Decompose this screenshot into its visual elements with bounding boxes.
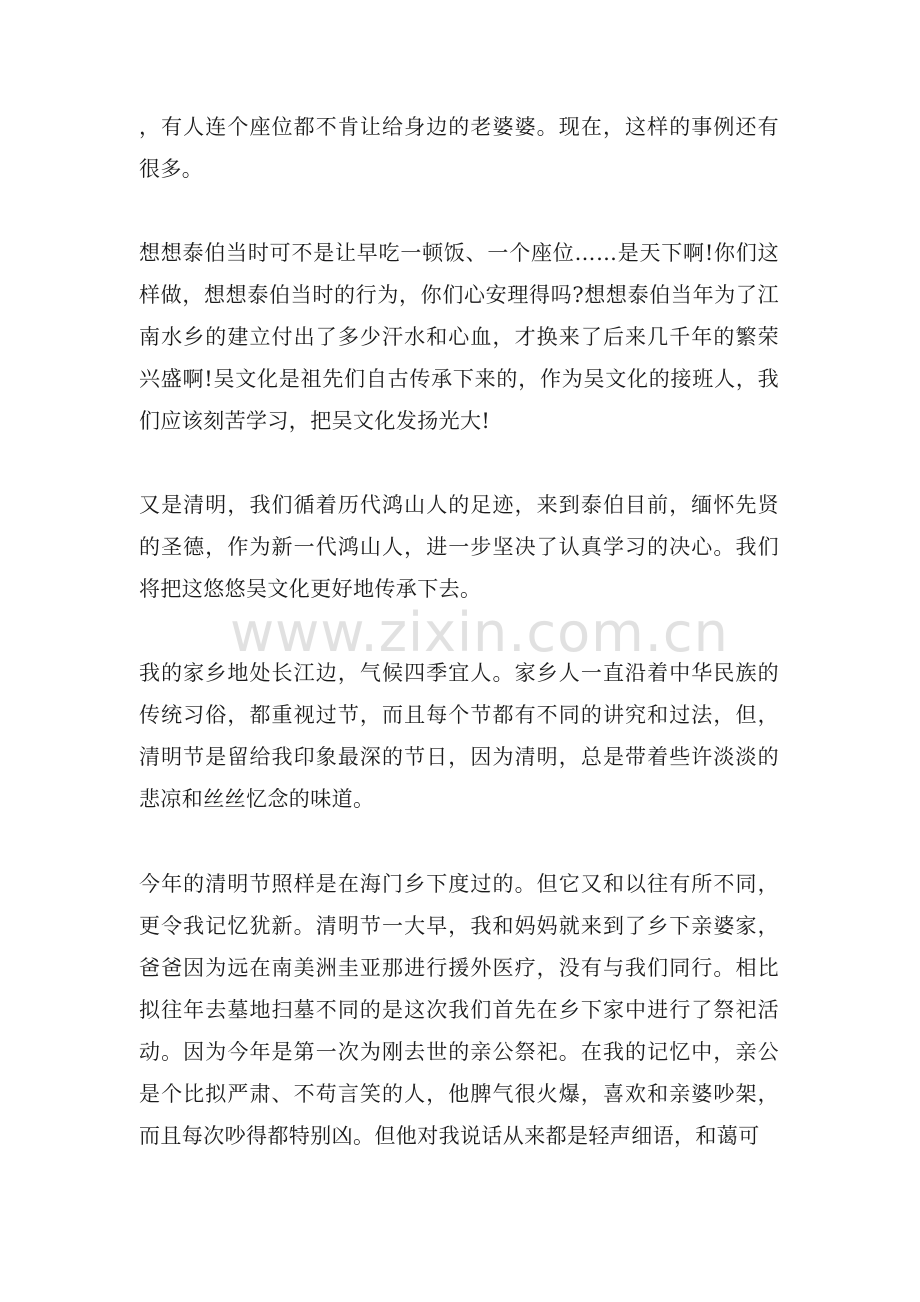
paragraph-3: 又是清明，我们循着历代鸿山人的足迹，来到泰伯目前，缅怀先贤的圣德，作为新一代鸿山人，进一步坚决了认真学习的决心。我们将把这悠悠吴文化更好地传承下去。 (139, 493, 779, 601)
paragraph-2: 想想泰伯当时可不是让早吃一顿饭、一个座位……是天下啊!你们这样做，想想泰伯当时的行为，你们心安理得吗?想想泰伯当年为了江南水乡的建立付出了多少汗水和心血，才换来了后来几千年的繁荣兴盛啊!吴文化是祖先们自古传承下来的，作为吴文化的接班人，我们应该刻苦学习，把吴文化发扬光大! (139, 241, 779, 433)
paragraph-4: 我的家乡地处长江边，气候四季宜人。家乡人一直沿着中华民族的传统习俗，都重视过节，而且每个节都有不同的讲究和过法，但，清明节是留给我印象最深的节日，因为清明，总是带着些许淡淡的悲凉和丝丝忆念的味道。 (139, 661, 779, 811)
watermark: www.zixin.com.cn (230, 601, 729, 664)
paragraph-5: 今年的清明节照样是在海门乡下度过的。但它又和以往有所不同，更令我记忆犹新。清明节一大早，我和妈妈就来到了乡下亲婆家，爸爸因为远在南美洲圭亚那进行援外医疗，没有与我们同行。相比拟往年去墓地扫墓不同的是这次我们首先在乡下家中进行了祭祀活动。因为今年是第一次为刚去世的亲公祭祀。在我的记忆中，亲公是个比拟严肃、不苟言笑的人，他脾气很火爆，喜欢和亲婆吵架，而且每次吵得都特别凶。但他对我说话从来都是轻声细语，和蔼可 (139, 872, 779, 1148)
paragraph-1: ，有人连个座位都不肯让给身边的老婆婆。现在，这样的事例还有很多。 (139, 115, 779, 181)
